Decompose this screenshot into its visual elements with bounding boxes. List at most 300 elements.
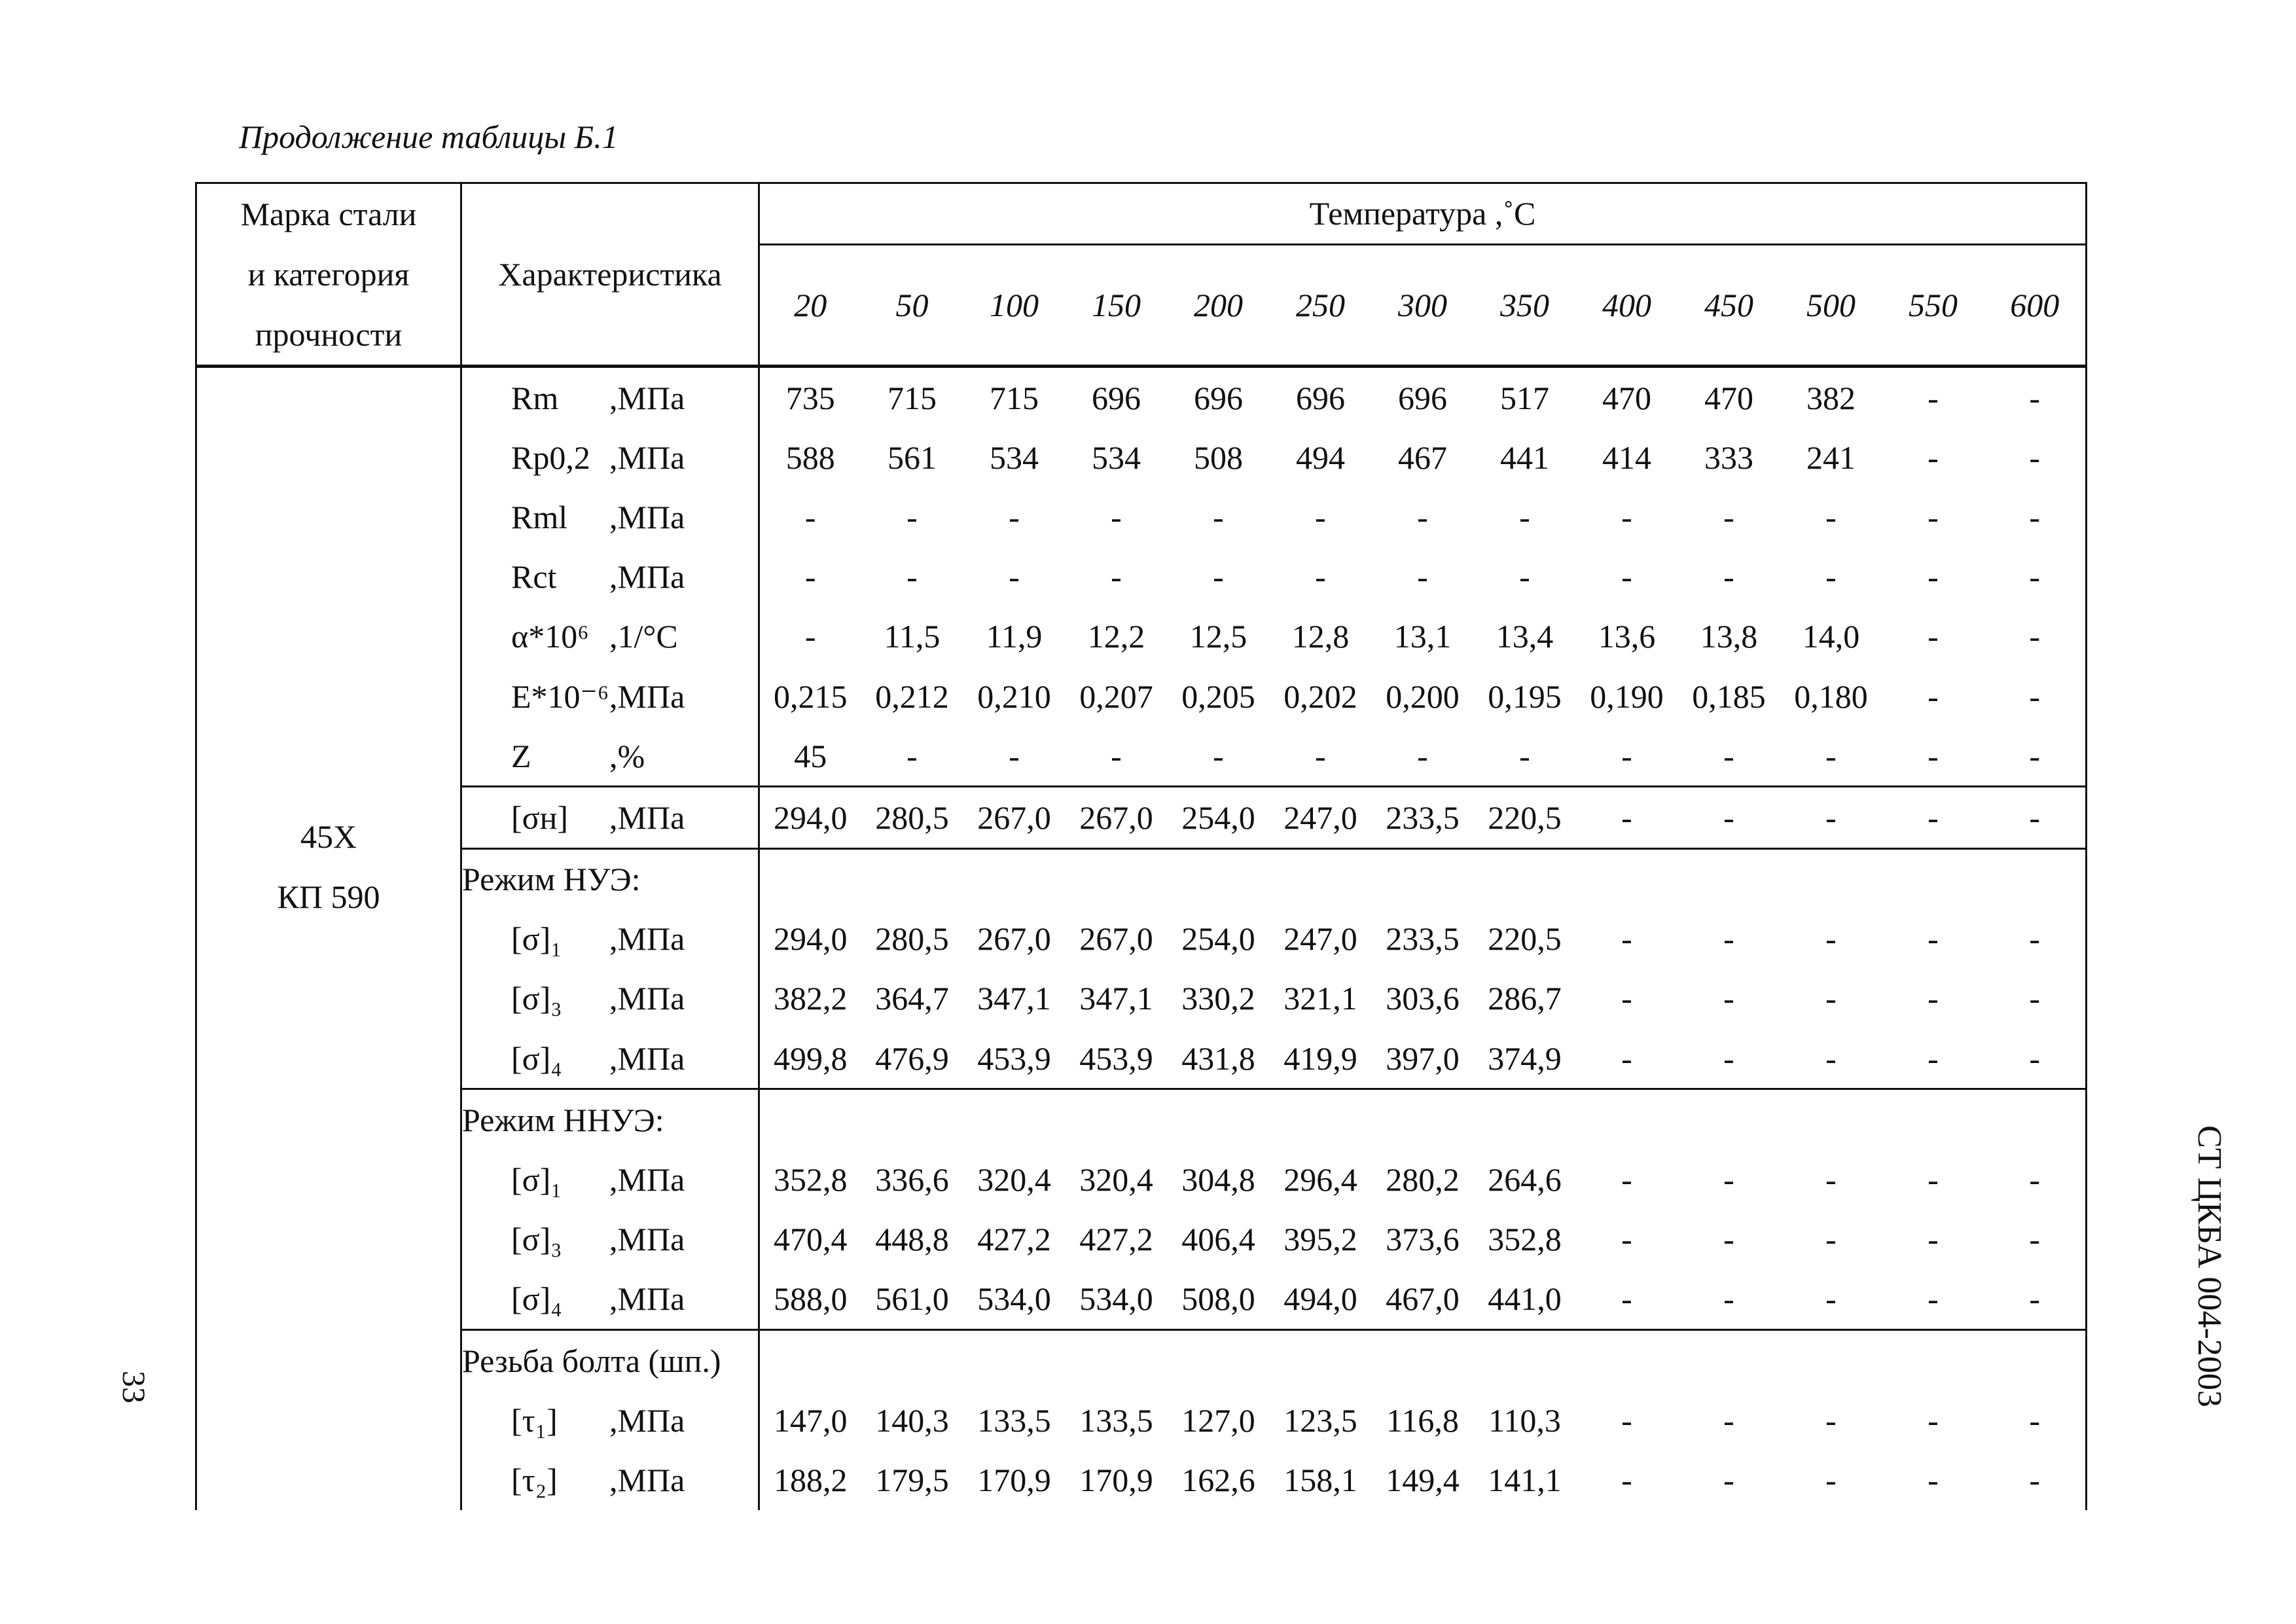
table-row <box>196 607 2087 666</box>
value-cell: 448,8 <box>875 1221 949 1258</box>
value-cell: 11,5 <box>884 618 941 655</box>
value-cell: - <box>1928 1161 1939 1199</box>
characteristic-unit: ,% <box>609 737 645 774</box>
characteristic-unit: ,МПа <box>609 799 685 836</box>
value-cell: - <box>1825 1221 1837 1258</box>
value-cell: 427,2 <box>1079 1221 1153 1258</box>
value-cell: - <box>1984 367 2087 428</box>
characteristic-symbol: [τ₂] <box>511 1461 558 1498</box>
section-title-row <box>196 848 2087 909</box>
value-cell: 0,195 <box>1488 677 1562 715</box>
value-cell: 476,9 <box>875 1039 949 1077</box>
value-cell: 352,8 <box>774 1161 848 1199</box>
value-cell: 517 <box>1474 367 1576 428</box>
value-cell: 470 <box>1678 367 1780 428</box>
value-cell: 123,5 <box>1283 1401 1357 1439</box>
value-cell: 264,6 <box>1488 1161 1562 1199</box>
value-cell: - <box>906 558 918 596</box>
value-cell: 220,5 <box>1488 920 1562 958</box>
value-cell: - <box>1825 498 1837 535</box>
header-temp-250: 250 <box>1296 286 1345 323</box>
value-cell: 12,2 <box>1087 618 1145 655</box>
characteristic-symbol: [σн] <box>511 799 569 836</box>
table-row <box>196 1149 2087 1209</box>
value-cell: - <box>1825 1401 1837 1439</box>
section-title: Режим ННУЭ: <box>461 1089 759 1150</box>
value-cell: 147,0 <box>774 1401 848 1439</box>
table-caption: Продолжение таблицы Б.1 <box>239 118 619 155</box>
value-cell: - <box>1315 558 1326 596</box>
value-cell: 588 <box>785 439 835 476</box>
value-cell: - <box>1621 1461 1632 1498</box>
value-cell: - <box>1928 1461 1939 1498</box>
value-cell: - <box>1621 498 1632 535</box>
value-cell: 508 <box>1194 439 1243 476</box>
value-cell: - <box>1723 558 1734 596</box>
value-cell: - <box>1213 558 1224 596</box>
characteristic-cell <box>461 1450 759 1509</box>
value-cell: - <box>1621 1221 1632 1258</box>
section-title-row <box>196 1330 2087 1391</box>
header-temp-150: 150 <box>1092 286 1141 323</box>
value-cell: 467,0 <box>1386 1280 1460 1318</box>
characteristic-symbol: E*10⁻⁶ <box>511 677 609 715</box>
value-cell: 419,9 <box>1283 1039 1357 1077</box>
value-cell: - <box>1984 1028 2087 1089</box>
value-cell: - <box>1780 787 1882 848</box>
table-row <box>196 1028 2087 1089</box>
value-cell: 696 <box>1168 367 1270 428</box>
value-cell: - <box>1723 1280 1734 1318</box>
value-cell: 470 <box>1576 367 1678 428</box>
characteristic-unit: ,МПа <box>609 1039 685 1077</box>
value-cell: 170,9 <box>977 1461 1051 1498</box>
value-cell: 320,4 <box>977 1161 1051 1199</box>
value-cell: - <box>1315 737 1326 774</box>
value-cell: 267,0 <box>1066 787 1168 848</box>
characteristic-symbol: [τ₁] <box>511 1401 558 1439</box>
characteristic-symbol: [σ]₄ <box>511 1039 562 1077</box>
header-temp-200: 200 <box>1194 286 1243 323</box>
value-cell: 296,4 <box>1283 1161 1357 1199</box>
value-cell: - <box>1621 1039 1632 1077</box>
value-cell: 406,4 <box>1181 1221 1255 1258</box>
table-row <box>196 969 2087 1028</box>
value-cell: - <box>1723 920 1734 958</box>
value-cell: 534,0 <box>977 1280 1051 1318</box>
characteristic-unit: ,МПа <box>609 379 685 416</box>
steel-grade-line: КП 590 <box>277 878 380 915</box>
section-title-filler <box>759 1089 2087 1150</box>
value-cell: 127,0 <box>1181 1401 1255 1439</box>
characteristic-symbol: Rm <box>511 379 559 416</box>
value-cell: - <box>1984 909 2087 969</box>
value-cell: - <box>1882 787 1984 848</box>
characteristic-cell <box>461 909 759 969</box>
value-cell: - <box>1928 618 1939 655</box>
value-cell: 116,8 <box>1386 1401 1459 1439</box>
value-cell: 233,5 <box>1386 920 1460 958</box>
value-cell: 494 <box>1296 439 1345 476</box>
value-cell: - <box>1928 498 1939 535</box>
value-cell: 696 <box>1066 367 1168 428</box>
value-cell: - <box>1723 1461 1734 1498</box>
steel-grade-line: 45Х <box>300 818 357 855</box>
value-cell: 0,207 <box>1079 677 1153 715</box>
value-cell: - <box>1315 498 1326 535</box>
value-cell: 467 <box>1398 439 1447 476</box>
value-cell: 294,0 <box>759 787 861 848</box>
table-row <box>196 1210 2087 1269</box>
value-cell: - <box>1621 558 1632 596</box>
section-title-filler <box>759 848 2087 909</box>
value-cell: - <box>1621 920 1632 958</box>
value-cell: 735 <box>759 367 861 428</box>
value-cell: 0,200 <box>1386 677 1460 715</box>
table-row <box>196 1269 2087 1330</box>
header-temp-100: 100 <box>990 286 1039 323</box>
value-cell: 0,202 <box>1283 677 1357 715</box>
value-cell: - <box>1009 498 1020 535</box>
value-cell: 494,0 <box>1283 1280 1357 1318</box>
characteristic-symbol: [σ]₃ <box>511 1221 562 1258</box>
characteristic-cell <box>461 666 759 726</box>
value-cell: 382 <box>1780 367 1882 428</box>
value-cell: - <box>1723 737 1734 774</box>
characteristic-symbol: Rp0,2 <box>511 439 590 476</box>
value-cell: - <box>1111 558 1122 596</box>
value-cell: - <box>1621 1401 1632 1439</box>
value-cell: - <box>1621 980 1632 1017</box>
value-cell: 364,7 <box>875 980 949 1017</box>
value-cell: 0,212 <box>875 677 949 715</box>
properties-table <box>195 182 2087 1510</box>
value-cell: 333 <box>1704 439 1753 476</box>
value-cell: - <box>1723 1039 1734 1077</box>
value-cell: 247,0 <box>1283 920 1357 958</box>
value-cell: - <box>1984 487 2087 547</box>
value-cell: 241 <box>1806 439 1856 476</box>
characteristic-cell <box>461 1149 759 1209</box>
header-characteristic: Характеристика <box>461 183 759 367</box>
value-cell: 188,2 <box>774 1461 848 1498</box>
value-cell: 303,6 <box>1386 980 1460 1017</box>
value-cell: 179,5 <box>875 1461 949 1498</box>
value-cell: 0,215 <box>774 677 848 715</box>
value-cell: 588,0 <box>774 1280 848 1318</box>
value-cell: 347,1 <box>1079 980 1153 1017</box>
table-row <box>196 666 2087 726</box>
value-cell: - <box>1723 980 1734 1017</box>
header-temp-550: 550 <box>1909 286 1958 323</box>
characteristic-cell <box>461 427 759 487</box>
characteristic-cell <box>461 969 759 1028</box>
value-cell: - <box>1984 666 2087 726</box>
characteristic-unit: ,1/°С <box>609 618 678 655</box>
value-cell: 330,2 <box>1181 980 1255 1017</box>
value-cell: 45 <box>794 737 827 774</box>
value-cell: 320,4 <box>1079 1161 1153 1199</box>
value-cell: - <box>1519 558 1530 596</box>
characteristic-unit: ,МПа <box>609 1221 685 1258</box>
value-cell: - <box>1984 969 2087 1028</box>
value-cell: 453,9 <box>1079 1039 1153 1077</box>
value-cell: - <box>1928 1401 1939 1439</box>
value-cell: 336,6 <box>875 1161 949 1199</box>
value-cell: 247,0 <box>1270 787 1372 848</box>
value-cell: 110,3 <box>1488 1401 1561 1439</box>
value-cell: - <box>1825 920 1837 958</box>
table-row <box>196 909 2087 969</box>
value-cell: - <box>1928 1039 1939 1077</box>
characteristic-unit: ,МПа <box>609 439 685 476</box>
page-number: 33 <box>116 1371 152 1403</box>
value-cell: - <box>1417 737 1428 774</box>
characteristic-unit: ,МПа <box>609 980 685 1017</box>
value-cell: 267,0 <box>963 787 1066 848</box>
value-cell: 561 <box>888 439 937 476</box>
value-cell: - <box>1984 1390 2087 1450</box>
value-cell: 11,9 <box>986 618 1043 655</box>
value-cell: 267,0 <box>977 920 1051 958</box>
value-cell: 158,1 <box>1283 1461 1357 1498</box>
value-cell: 13,8 <box>1700 618 1758 655</box>
value-cell: - <box>1984 787 2087 848</box>
value-cell: 414 <box>1602 439 1651 476</box>
characteristic-unit: ,МПа <box>609 1280 685 1318</box>
value-cell: 499,8 <box>774 1039 848 1077</box>
value-cell: 715 <box>861 367 963 428</box>
characteristic-cell <box>461 726 759 787</box>
value-cell: - <box>1009 558 1020 596</box>
header-grade-line: прочности <box>255 316 403 353</box>
value-cell: 14,0 <box>1802 618 1860 655</box>
value-cell: 534 <box>990 439 1039 476</box>
header-temp-300: 300 <box>1398 286 1447 323</box>
value-cell: - <box>1621 1280 1632 1318</box>
section-title: Резьба болта (шп.) <box>461 1330 759 1391</box>
value-cell: - <box>1928 677 1939 715</box>
value-cell: 696 <box>1372 367 1474 428</box>
value-cell: 280,5 <box>861 787 963 848</box>
value-cell: 280,2 <box>1386 1161 1460 1199</box>
value-cell: 280,5 <box>875 920 949 958</box>
value-cell: 397,0 <box>1386 1039 1460 1077</box>
value-cell: 254,0 <box>1168 787 1270 848</box>
value-cell: - <box>1928 558 1939 596</box>
value-cell: - <box>1825 1039 1837 1077</box>
header-temperature: Температура ,˚С <box>759 183 2087 245</box>
table-row <box>196 1450 2087 1509</box>
value-cell: 441 <box>1500 439 1549 476</box>
value-cell: - <box>1984 726 2087 787</box>
steel-grade-cell <box>196 367 461 1510</box>
characteristic-symbol: [σ]₄ <box>511 1280 562 1318</box>
value-cell: 431,8 <box>1181 1039 1255 1077</box>
value-cell: 0,180 <box>1794 677 1868 715</box>
value-cell: - <box>1519 737 1530 774</box>
value-cell: - <box>906 498 918 535</box>
value-cell: 149,4 <box>1386 1461 1460 1498</box>
section-title-filler <box>759 1330 2087 1391</box>
value-cell: - <box>1928 737 1939 774</box>
header-temp-400: 400 <box>1602 286 1651 323</box>
value-cell: 441,0 <box>1488 1280 1562 1318</box>
header-grade-line: и категория <box>247 256 410 293</box>
value-cell: - <box>804 558 816 596</box>
value-cell: 13,1 <box>1393 618 1452 655</box>
value-cell: - <box>1984 547 2087 607</box>
value-cell: 133,5 <box>1079 1401 1153 1439</box>
value-cell: - <box>804 618 816 655</box>
characteristic-unit: ,МПа <box>609 558 685 596</box>
value-cell: 508,0 <box>1181 1280 1255 1318</box>
value-cell: - <box>1825 980 1837 1017</box>
value-cell: 12,8 <box>1291 618 1350 655</box>
table-row <box>196 367 2087 428</box>
value-cell: 373,6 <box>1386 1221 1460 1258</box>
value-cell: - <box>1417 498 1428 535</box>
value-cell: - <box>1111 498 1122 535</box>
characteristic-symbol: Z <box>511 737 531 774</box>
value-cell: 347,1 <box>977 980 1051 1017</box>
characteristic-symbol: [σ]₁ <box>511 920 562 958</box>
value-cell: 427,2 <box>977 1221 1051 1258</box>
value-cell: 304,8 <box>1181 1161 1255 1199</box>
characteristic-cell <box>461 1390 759 1450</box>
value-cell: 13,6 <box>1598 618 1656 655</box>
value-cell: 0,205 <box>1181 677 1255 715</box>
table-row <box>196 787 2087 848</box>
value-cell: - <box>1825 737 1837 774</box>
table-row <box>196 726 2087 787</box>
value-cell: - <box>1417 558 1428 596</box>
characteristic-unit: ,МПа <box>609 1461 685 1498</box>
value-cell: - <box>1984 607 2087 666</box>
characteristic-unit: ,МПа <box>609 1161 685 1199</box>
value-cell: 534,0 <box>1079 1280 1153 1318</box>
header-temp-350: 350 <box>1500 286 1549 323</box>
table-row <box>196 547 2087 607</box>
header-temp-20: 20 <box>794 286 827 323</box>
value-cell: 382,2 <box>774 980 848 1017</box>
header-temp-450: 450 <box>1704 286 1753 323</box>
characteristic-unit: ,МПа <box>609 920 685 958</box>
value-cell: 0,210 <box>977 677 1051 715</box>
value-cell: - <box>1723 498 1734 535</box>
value-cell: - <box>1984 1149 2087 1209</box>
value-cell: - <box>1576 787 1678 848</box>
characteristic-cell <box>461 367 759 428</box>
value-cell: 140,3 <box>875 1401 949 1439</box>
value-cell: - <box>906 737 918 774</box>
value-cell: 162,6 <box>1181 1461 1255 1498</box>
table-row <box>196 1390 2087 1450</box>
value-cell: 696 <box>1270 367 1372 428</box>
characteristic-cell <box>461 1210 759 1269</box>
characteristic-unit: ,МПа <box>609 498 685 535</box>
value-cell: - <box>1928 1221 1939 1258</box>
value-cell: - <box>1723 1161 1734 1199</box>
value-cell: - <box>1111 737 1122 774</box>
characteristic-cell <box>461 1028 759 1089</box>
value-cell: - <box>1621 737 1632 774</box>
value-cell: - <box>1984 1210 2087 1269</box>
value-cell: - <box>1825 1461 1837 1498</box>
section-title: Режим НУЭ: <box>461 848 759 909</box>
value-cell: - <box>1825 1280 1837 1318</box>
value-cell: - <box>1928 439 1939 476</box>
characteristic-symbol: Rct <box>511 558 557 596</box>
value-cell: 321,1 <box>1283 980 1357 1017</box>
value-cell: - <box>1621 1161 1632 1199</box>
value-cell: 13,4 <box>1496 618 1554 655</box>
value-cell: 374,9 <box>1488 1039 1562 1077</box>
value-cell: 352,8 <box>1488 1221 1562 1258</box>
value-cell: - <box>1213 498 1224 535</box>
value-cell: - <box>804 498 816 535</box>
value-cell: 267,0 <box>1079 920 1153 958</box>
characteristic-unit: ,МПа <box>609 677 685 715</box>
value-cell: - <box>1928 1280 1939 1318</box>
value-cell: 453,9 <box>977 1039 1051 1077</box>
section-title-row <box>196 1089 2087 1150</box>
characteristic-cell <box>461 547 759 607</box>
value-cell: 233,5 <box>1372 787 1474 848</box>
header-grade-line: Марка стали <box>240 196 417 232</box>
value-cell: - <box>1213 737 1224 774</box>
characteristic-symbol: Rml <box>511 498 568 535</box>
value-cell: - <box>1723 1401 1734 1439</box>
characteristic-cell <box>461 787 759 848</box>
characteristic-unit: ,МПа <box>609 1401 685 1439</box>
header-temp-600: 600 <box>1984 244 2087 366</box>
document-code: СТ ЦКБА 004-2003 <box>2190 1125 2228 1407</box>
header-temp-500: 500 <box>1806 286 1856 323</box>
value-cell: 286,7 <box>1488 980 1562 1017</box>
value-cell: - <box>1984 1450 2087 1509</box>
value-cell: 133,5 <box>977 1401 1051 1439</box>
value-cell: - <box>1882 367 1984 428</box>
characteristic-symbol: α*10⁶ <box>511 618 589 655</box>
characteristic-symbol: [σ]₁ <box>511 1161 562 1199</box>
characteristic-cell <box>461 1269 759 1330</box>
value-cell: - <box>1928 920 1939 958</box>
value-cell: - <box>1825 558 1837 596</box>
value-cell: - <box>1825 1161 1837 1199</box>
value-cell: - <box>1723 1221 1734 1258</box>
value-cell: 220,5 <box>1474 787 1576 848</box>
value-cell: 395,2 <box>1283 1221 1357 1258</box>
value-cell: 561,0 <box>875 1280 949 1318</box>
value-cell: 141,1 <box>1488 1461 1562 1498</box>
value-cell: 294,0 <box>774 920 848 958</box>
value-cell: - <box>1928 980 1939 1017</box>
value-cell: - <box>1984 1269 2087 1330</box>
value-cell: - <box>1678 787 1780 848</box>
value-cell: - <box>1519 498 1530 535</box>
value-cell: 170,9 <box>1079 1461 1153 1498</box>
table-row <box>196 427 2087 487</box>
value-cell: 254,0 <box>1181 920 1255 958</box>
table-row <box>196 487 2087 547</box>
value-cell: 470,4 <box>774 1221 848 1258</box>
characteristic-symbol: [σ]₃ <box>511 980 562 1017</box>
value-cell: - <box>1009 737 1020 774</box>
value-cell: - <box>1984 427 2087 487</box>
value-cell: 0,190 <box>1590 677 1664 715</box>
value-cell: 715 <box>963 367 1066 428</box>
